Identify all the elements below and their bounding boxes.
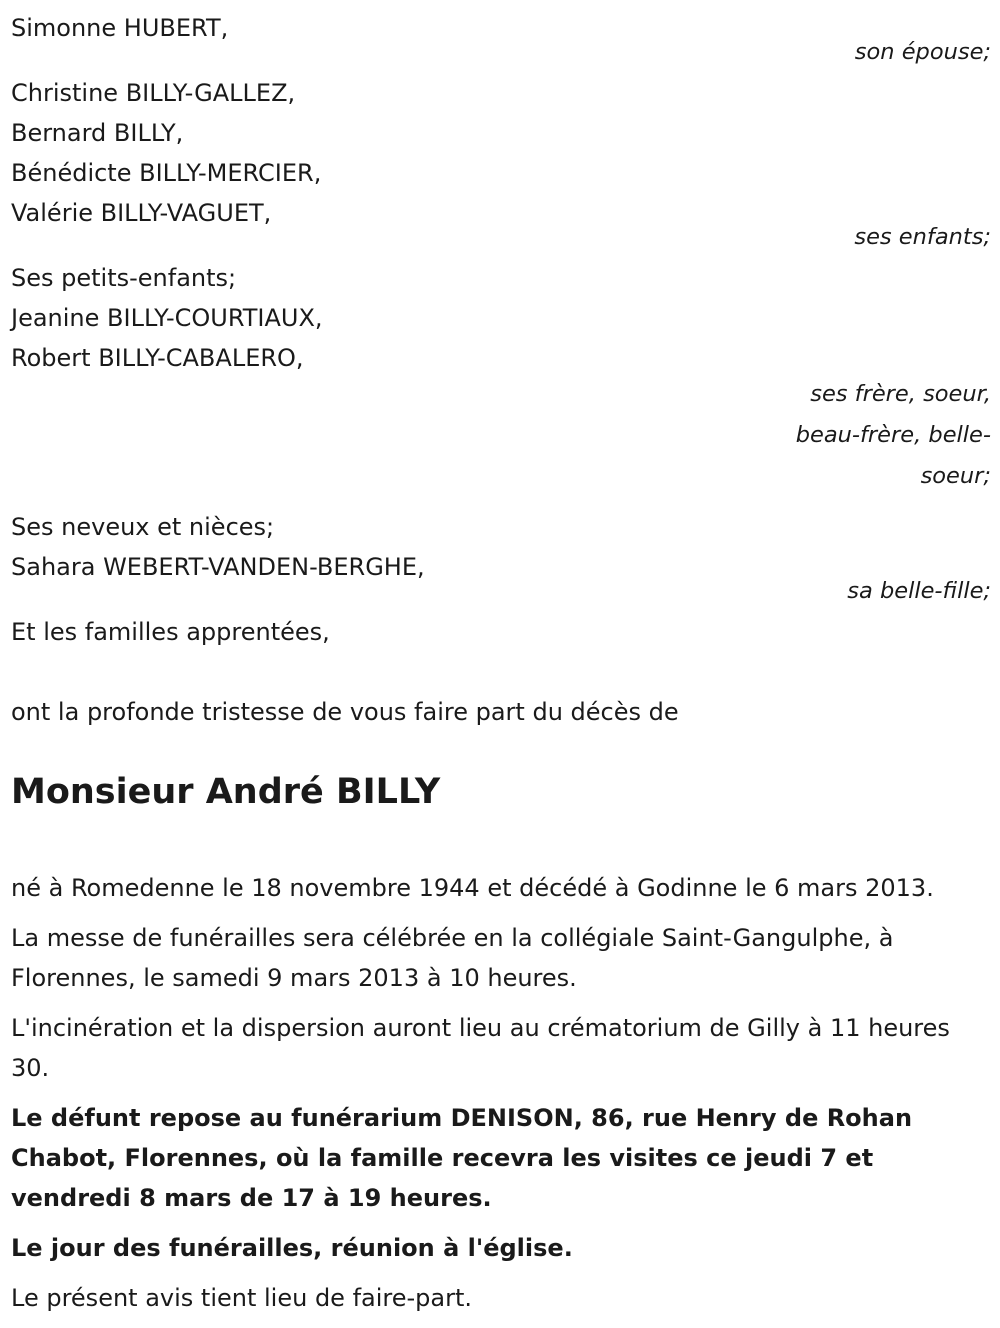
extended-family-line: Et les familles apprentées, xyxy=(11,618,330,646)
grandchildren-label: Ses petits-enfants; xyxy=(11,264,237,292)
family-name-line: Valérie BILLY-VAGUET, xyxy=(11,199,272,227)
birth-death-paragraph: né à Romedenne le 18 novembre 1944 et décédé à Godinne le 6 mars 2013. xyxy=(11,874,934,902)
relationship-label: sa belle-fille; xyxy=(847,578,991,604)
meeting-paragraph: Le jour des funérailles, réunion à l'église. xyxy=(11,1234,573,1262)
grandchildren-siblings-group xyxy=(11,258,991,497)
family-name-line: Jeanine BILLY-COURTIAUX, xyxy=(11,304,323,332)
family-name-line: Simonne HUBERT, xyxy=(11,14,229,42)
children-group xyxy=(11,73,991,258)
family-name-line: Sahara WEBERT-VANDEN-BERGHE, xyxy=(11,553,425,581)
deceased-name: Monsieur André BILLY xyxy=(11,772,441,812)
mass-paragraph: La messe de funérailles sera célébrée en la collégiale Saint-Gangulphe, à Florennes, le samedi 9 mars 2013 à 10 heures. xyxy=(11,924,894,992)
nephews-group xyxy=(11,507,991,612)
closing-paragraph: Le présent avis tient lieu de faire-part. xyxy=(11,1284,473,1312)
obituary-notice xyxy=(11,8,991,1328)
relationship-label: son épouse; xyxy=(854,39,991,65)
family-name-line: Bernard BILLY, xyxy=(11,119,184,147)
family-name-line: Robert BILLY-CABALERO, xyxy=(11,344,304,372)
family-name-line: Bénédicte BILLY-MERCIER, xyxy=(11,159,322,187)
relationship-label: ses enfants; xyxy=(854,224,991,250)
nephews-label: Ses neveux et nièces; xyxy=(11,513,275,541)
spouse-group xyxy=(11,8,991,73)
family-name-line: Christine BILLY-GALLEZ, xyxy=(11,79,296,107)
relationship-label: ses frère, soeur, beau-frère, belle-soeur; xyxy=(795,381,991,489)
cremation-paragraph: L'incinération et la dispersion auront lieu au crématorium de Gilly à 11 heures 30. xyxy=(11,1014,950,1082)
visitation-paragraph: Le défunt repose au funérarium DENISON, 86, rue Henry de Rohan Chabot, Florennes, où la famille recevra les visites ce jeudi 7 et vendredi 8 mars de 17 à 19 heures. xyxy=(11,1104,913,1212)
announcement-intro: ont la profonde tristesse de vous faire part du décès de xyxy=(11,698,679,726)
